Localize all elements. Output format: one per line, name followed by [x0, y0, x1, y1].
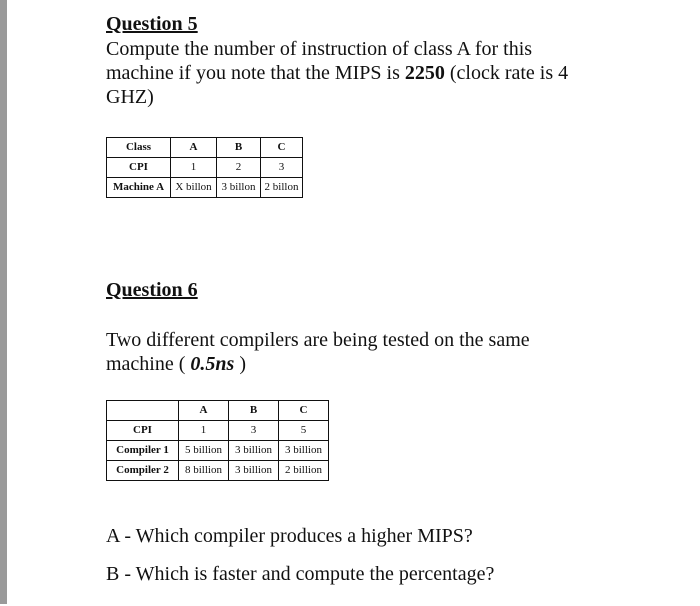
table-cell: Machine A [107, 178, 171, 198]
table-cell: A [171, 138, 217, 158]
table-cell: B [229, 401, 279, 421]
table-header-row [107, 401, 329, 421]
table-row [107, 441, 329, 461]
mips-value: 2250 [404, 62, 445, 84]
table-cell: 3 [261, 158, 303, 178]
question-5-text-part2: (clock rate is 4 GHZ) [106, 62, 569, 108]
table-row [107, 178, 303, 198]
table-cell: Compiler 1 [107, 441, 179, 461]
question-6-part-b: B - Which is faster and compute the percentage? [106, 563, 495, 585]
table-cell: CPI [107, 421, 179, 441]
question-6-text-part1: Two different compilers are being tested on the same machine ( [106, 329, 530, 375]
question-5-text-part1: Compute the number of instruction of class A for this machine if you note that the MIPS is [106, 38, 533, 84]
question-5-text [106, 37, 596, 109]
table-cell: 3 billon [217, 178, 261, 198]
table-cell: 2 billion [279, 461, 329, 481]
table-cell [107, 401, 179, 421]
table-cell: CPI [107, 158, 171, 178]
table-cell: 5 [279, 421, 329, 441]
table-cell: 1 [179, 421, 229, 441]
table-cell: X billon [171, 178, 217, 198]
table-cell: 5 billion [179, 441, 229, 461]
clock-time-value: 0.5ns [190, 353, 235, 375]
table-cell: 3 [229, 421, 279, 441]
table-cell: C [261, 138, 303, 158]
table-cell: 3 billion [229, 461, 279, 481]
question-6-text [106, 328, 586, 376]
table-row [107, 461, 329, 481]
table-cell: Compiler 2 [107, 461, 179, 481]
question-6-table [106, 400, 329, 481]
table-cell: Class [107, 138, 171, 158]
table-cell: 3 billion [229, 441, 279, 461]
table-cell: 1 [171, 158, 217, 178]
question-6-text-part2: ) [234, 353, 246, 375]
question-6-title: Question 6 [106, 279, 198, 301]
table-cell: 2 [217, 158, 261, 178]
table-cell: 2 billon [261, 178, 303, 198]
table-cell: A [179, 401, 229, 421]
page-left-edge [0, 0, 7, 604]
question-6-part-a: A - Which compiler produces a higher MIPS? [106, 525, 473, 547]
question-5-title: Question 5 [106, 13, 198, 35]
table-cell: B [217, 138, 261, 158]
table-cell: 8 billion [179, 461, 229, 481]
table-row [107, 421, 329, 441]
table-row [107, 158, 303, 178]
table-cell: 3 billion [279, 441, 329, 461]
table-cell: C [279, 401, 329, 421]
table-header-row [107, 138, 303, 158]
question-5-table [106, 137, 303, 198]
